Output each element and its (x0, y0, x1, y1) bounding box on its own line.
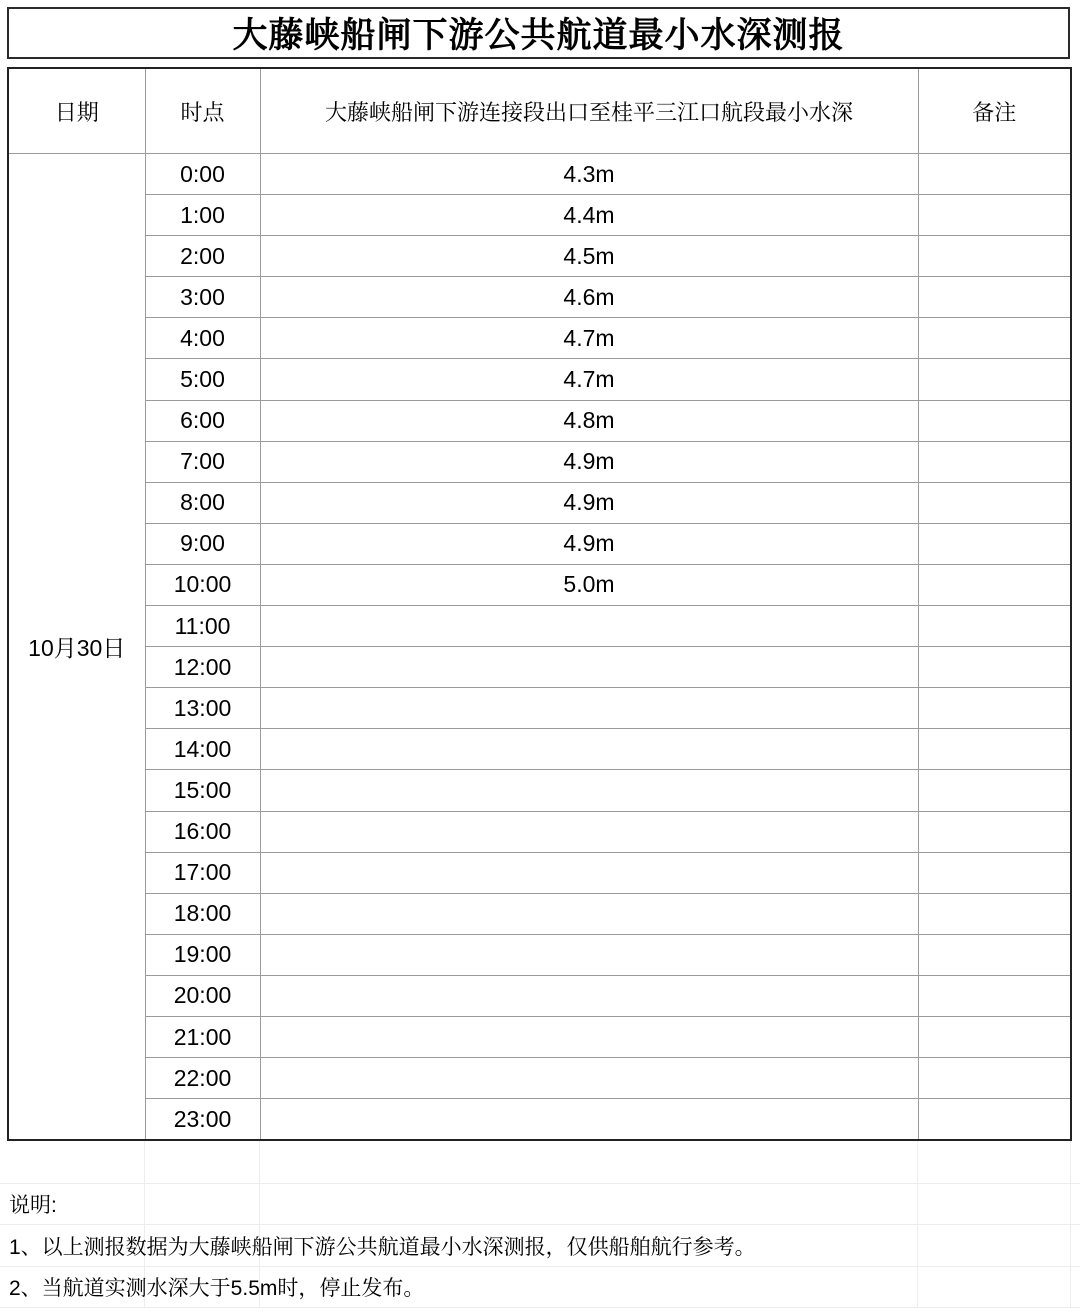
time-cell: 20:00 (145, 975, 260, 1016)
table-row (8, 729, 1071, 770)
remark-cell (918, 852, 1071, 893)
table-row (8, 154, 1071, 195)
time-cell: 1:00 (145, 195, 260, 236)
table-row (8, 852, 1071, 893)
time-cell: 0:00 (145, 154, 260, 195)
depth-cell (260, 852, 918, 893)
remark-cell (918, 770, 1071, 811)
table-row (8, 770, 1071, 811)
table-row (8, 318, 1071, 359)
table-row (8, 236, 1071, 277)
table-row (8, 1058, 1071, 1099)
time-cell: 12:00 (145, 647, 260, 688)
remark-cell (918, 564, 1071, 605)
depth-cell: 4.6m (260, 277, 918, 318)
table-row (8, 811, 1071, 852)
depth-cell: 4.8m (260, 400, 918, 441)
time-cell: 2:00 (145, 236, 260, 277)
remark-cell (918, 811, 1071, 852)
depth-cell (260, 770, 918, 811)
time-cell: 9:00 (145, 523, 260, 564)
notes-heading: 说明: (9, 1194, 57, 1217)
time-cell: 4:00 (145, 318, 260, 359)
depth-cell (260, 811, 918, 852)
table-row (8, 1016, 1071, 1057)
table-row (8, 564, 1071, 605)
depth-cell: 5.0m (260, 564, 918, 605)
remark-cell (918, 975, 1071, 1016)
remark-cell (918, 318, 1071, 359)
time-cell: 7:00 (145, 441, 260, 482)
remark-cell (918, 359, 1071, 400)
remark-cell (918, 523, 1071, 564)
remark-cell (918, 688, 1071, 729)
remark-cell (918, 606, 1071, 647)
remark-cell (918, 441, 1071, 482)
depth-cell: 4.9m (260, 523, 918, 564)
time-cell: 19:00 (145, 934, 260, 975)
depth-cell: 4.5m (260, 236, 918, 277)
header-time: 时点 (145, 68, 260, 154)
faint-grid-hline (0, 1307, 1080, 1308)
depth-cell (260, 1016, 918, 1057)
depth-cell (260, 688, 918, 729)
remark-cell (918, 1016, 1071, 1057)
time-cell: 22:00 (145, 1058, 260, 1099)
time-cell: 16:00 (145, 811, 260, 852)
remark-cell (918, 195, 1071, 236)
remark-cell (918, 934, 1071, 975)
table-row (8, 647, 1071, 688)
table-row (8, 277, 1071, 318)
depth-cell: 4.7m (260, 318, 918, 359)
table-row (8, 606, 1071, 647)
header-date: 日期 (8, 68, 145, 154)
time-cell: 17:00 (145, 852, 260, 893)
table-row (8, 1099, 1071, 1141)
time-cell: 3:00 (145, 277, 260, 318)
remark-cell (918, 729, 1071, 770)
table-row (8, 688, 1071, 729)
table-row (8, 441, 1071, 482)
depth-cell: 4.4m (260, 195, 918, 236)
table-row (8, 893, 1071, 934)
time-cell: 18:00 (145, 893, 260, 934)
header-remark: 备注 (918, 68, 1071, 154)
depth-cell (260, 975, 918, 1016)
table-row (8, 934, 1071, 975)
time-cell: 8:00 (145, 482, 260, 523)
depth-cell (260, 934, 918, 975)
time-cell: 14:00 (145, 729, 260, 770)
time-cell: 13:00 (145, 688, 260, 729)
depth-cell (260, 729, 918, 770)
report-title: 大藤峡船闸下游公共航道最小水深测报 (7, 7, 1070, 59)
note-item-1: 1、以上测报数据为大藤峡船闸下游公共航道最小水深测报，仅供船舶航行参考。 (9, 1235, 756, 1259)
depth-report-table (7, 67, 1072, 1141)
remark-cell (918, 893, 1071, 934)
remark-cell (918, 1058, 1071, 1099)
remark-cell (918, 154, 1071, 195)
remark-cell (918, 1099, 1071, 1141)
depth-cell: 4.9m (260, 482, 918, 523)
table-row (8, 975, 1071, 1016)
table-row (8, 482, 1071, 523)
depth-cell (260, 1058, 918, 1099)
depth-cell: 4.9m (260, 441, 918, 482)
depth-cell (260, 606, 918, 647)
remark-cell (918, 277, 1071, 318)
table-header-row (8, 68, 1071, 154)
remark-cell (918, 482, 1071, 523)
time-cell: 21:00 (145, 1016, 260, 1057)
depth-cell (260, 1099, 918, 1141)
time-cell: 15:00 (145, 770, 260, 811)
table-row (8, 359, 1071, 400)
time-cell: 6:00 (145, 400, 260, 441)
note-item-2: 2、当航道实测水深大于5.5m时，停止发布。 (9, 1277, 425, 1300)
table-row (8, 400, 1071, 441)
table-row (8, 195, 1071, 236)
header-depth: 大藤峡船闸下游连接段出口至桂平三江口航段最小水深 (260, 68, 918, 154)
remark-cell (918, 647, 1071, 688)
remark-cell (918, 236, 1071, 277)
time-cell: 11:00 (145, 606, 260, 647)
depth-cell (260, 647, 918, 688)
depth-cell: 4.3m (260, 154, 918, 195)
date-cell: 10月30日 (8, 154, 145, 1141)
time-cell: 5:00 (145, 359, 260, 400)
time-cell: 10:00 (145, 564, 260, 605)
remark-cell (918, 400, 1071, 441)
time-cell: 23:00 (145, 1099, 260, 1141)
depth-cell (260, 893, 918, 934)
depth-cell: 4.7m (260, 359, 918, 400)
table-row (8, 523, 1071, 564)
